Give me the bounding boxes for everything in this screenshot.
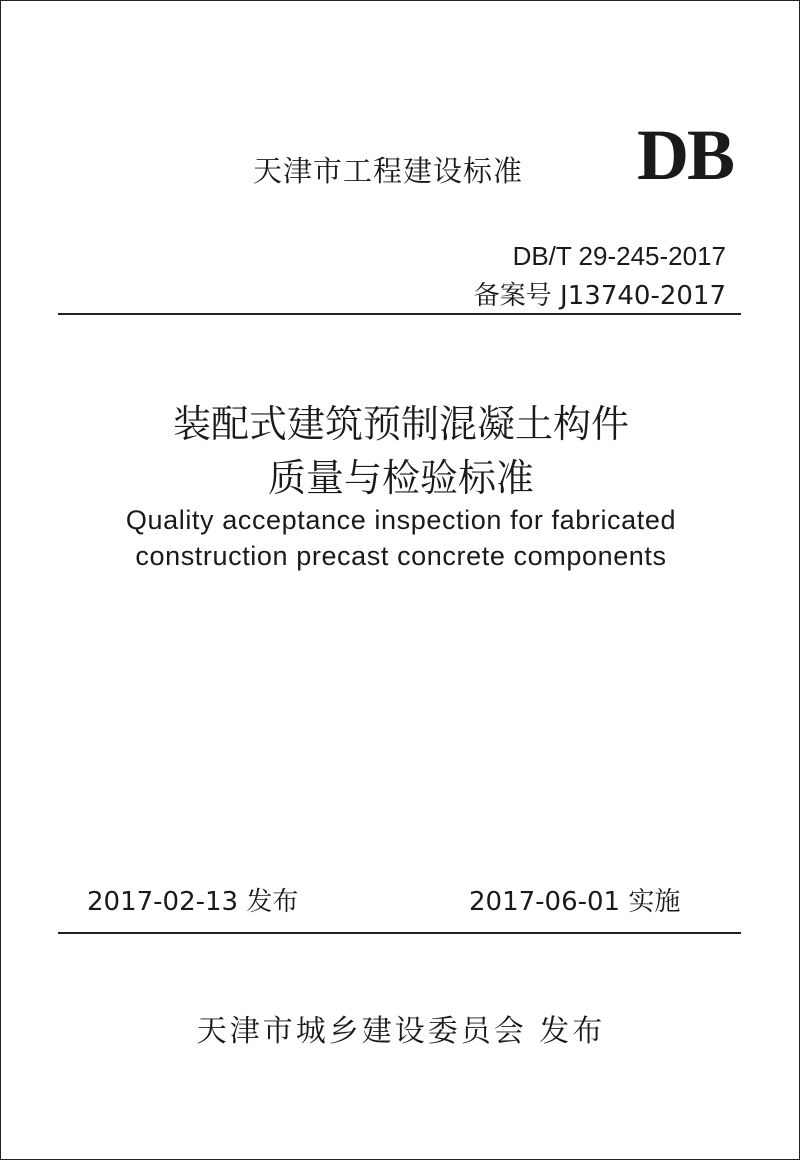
- db-logo-mark: DB: [637, 115, 734, 195]
- title-en-line2: construction precast concrete components: [135, 541, 667, 571]
- standard-series-label: 天津市工程建设标准: [253, 154, 524, 188]
- implement-date: 2017-06-01 实施: [469, 887, 681, 917]
- title-cn-line2: 质量与检验标准: [267, 456, 534, 500]
- bottom-divider: [58, 932, 741, 934]
- standard-number: DB/T 29-245-2017: [512, 241, 726, 271]
- title-en-line1: Quality acceptance inspection for fabricated: [125, 505, 677, 535]
- publish-date: 2017-02-13 发布: [87, 887, 299, 917]
- title-cn-line1: 装配式建筑预制混凝土构件: [172, 402, 629, 446]
- top-divider: [58, 313, 741, 315]
- record-number: 备案号 J13740-2017: [473, 281, 726, 311]
- issuing-authority: 天津市城乡建设委员会 发布: [196, 1014, 606, 1049]
